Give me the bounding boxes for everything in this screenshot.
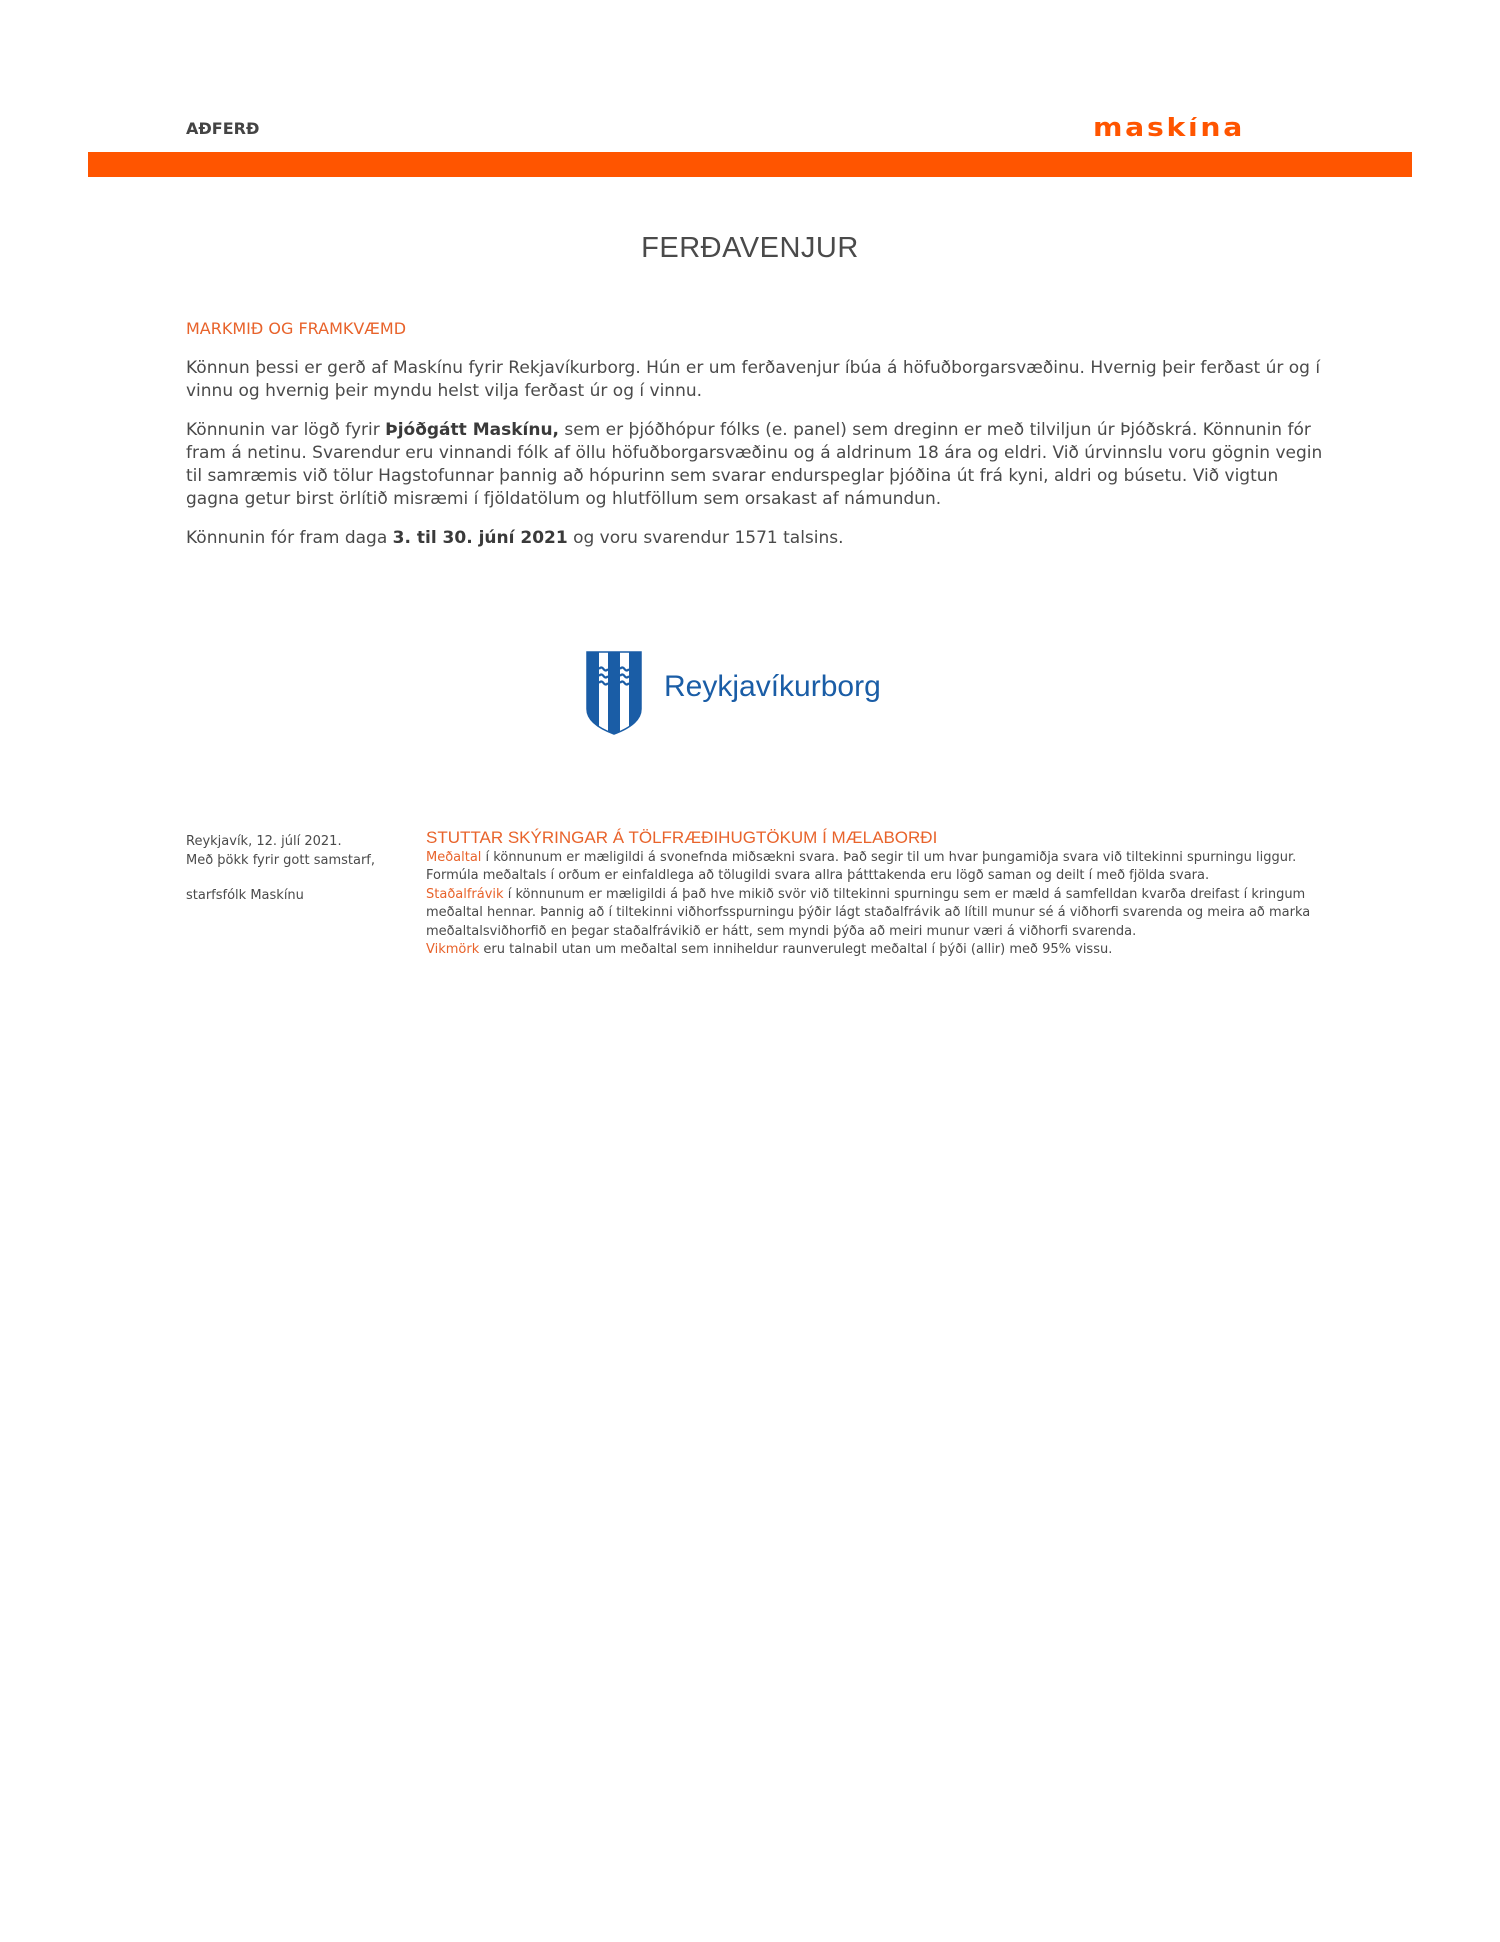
method-paragraph-1: Könnun þessi er gerð af Maskínu fyrir Rekjavíkurborg. Hún er um ferðavenjur íbúa á höfuðborgarsvæðinu. Hvernig þeir ferðast úr og í vinnu og hvernig þeir myndu helst vilja ferðast úr og í vinnu.	[186, 358, 1321, 401]
definition-item	[426, 849, 1326, 886]
definition-item	[426, 886, 1326, 942]
thanks-line: Með þökk fyrir gott samstarf,	[186, 853, 375, 868]
survey-dates: 3. til 30. júní 2021	[392, 528, 568, 548]
definition-term: Meðaltal	[426, 849, 482, 865]
method-p2-text-rest: sem er þjóðhópur fólks (e. panel) sem dreginn er með tilviljun úr Þjóðskrá. Könnunin fór fram á netinu. Svarendur eru vinnandi fólk af öllu höfuðborgarsvæðinu og á aldrinum 18 ára og eldri. Við úrvinnslu voru gögnin vegin til samræmis við tölur Hagstofunnar þannig að hópurinn sem svarar endurspeglar þjóðina út frá kyni, aldri og búsetu. Við vigtun gagna getur birst örlítið misræmi í fjöldatölum og hlutföllum sem orsakast af námundun.	[186, 420, 1323, 509]
reykjavik-crest-icon	[586, 651, 886, 736]
definition-term: Vikmörk	[426, 942, 480, 957]
definition-text: eru talnabil utan um meðaltal sem inniheldur raunverulegt meðaltal í þýði (allir) með 95% vissu.	[479, 942, 1113, 957]
reykjavikurborg-logo-text: Reykjavíkurborg	[664, 670, 881, 703]
method-p2-text: Könnunin var lögð fyrir	[186, 420, 386, 440]
panel-name: Þjóðgátt Maskínu,	[385, 420, 559, 440]
maskina-logo-text: maskína	[1093, 117, 1245, 139]
header-bar	[88, 152, 1412, 177]
page-title: FERÐAVENJUR	[641, 232, 859, 264]
date-line: Reykjavík, 12. júlí 2021.	[186, 834, 342, 849]
definitions-heading: STUTTAR SKÝRINGAR Á TÖLFRÆÐIHUGTÖKUM Í MÆLABORÐI	[426, 828, 938, 847]
definitions-block	[426, 829, 1326, 960]
method-p3-text-rest: og voru svarendur 1571 talsins.	[567, 528, 844, 548]
definition-item	[426, 941, 1326, 960]
method-p3-text: Könnunin fór fram daga	[186, 528, 393, 548]
method-body	[186, 357, 1326, 566]
method-paragraph-2	[186, 419, 1326, 511]
reykjavikurborg-logo	[586, 651, 886, 740]
method-paragraph-3	[186, 527, 1326, 550]
signature-block	[186, 832, 406, 905]
signature: starfsfólk Maskínu	[186, 888, 304, 903]
definition-text: í könnunum er mæligildi á það hve mikið svör við tiltekinni spurningu sem er mæld á samfelldan kvarða dreifast í kringum meðaltal hennar. Þannig að í tiltekinni viðhorfsspurningu þýðir lágt staðalfrávik að lítill munur sé á viðhorfi svarenda og meira að marka meðaltalsviðhorfið en þegar staðalfrávikið er hátt, sem myndi þýða að meiri munur væri á viðhorfi svarenda.	[426, 886, 1311, 939]
section-label: AÐFERÐ	[186, 119, 260, 138]
maskina-logo-mark	[1093, 117, 1245, 139]
definition-term: Staðalfrávik	[426, 886, 504, 902]
method-heading: MARKMIÐ OG FRAMKVÆMD	[186, 319, 407, 338]
maskina-logo	[1093, 117, 1245, 143]
definition-text: í könnunum er mæligildi á svonefnda miðsækni svara. Það segir til um hvar þungamiðja svara við tiltekinni spurningu liggur. Formúla meðaltals í orðum er einfaldlega að tölugildi svara allra þátttakenda eru lögð saman og deilt í með fjölda svara.	[426, 849, 1297, 883]
